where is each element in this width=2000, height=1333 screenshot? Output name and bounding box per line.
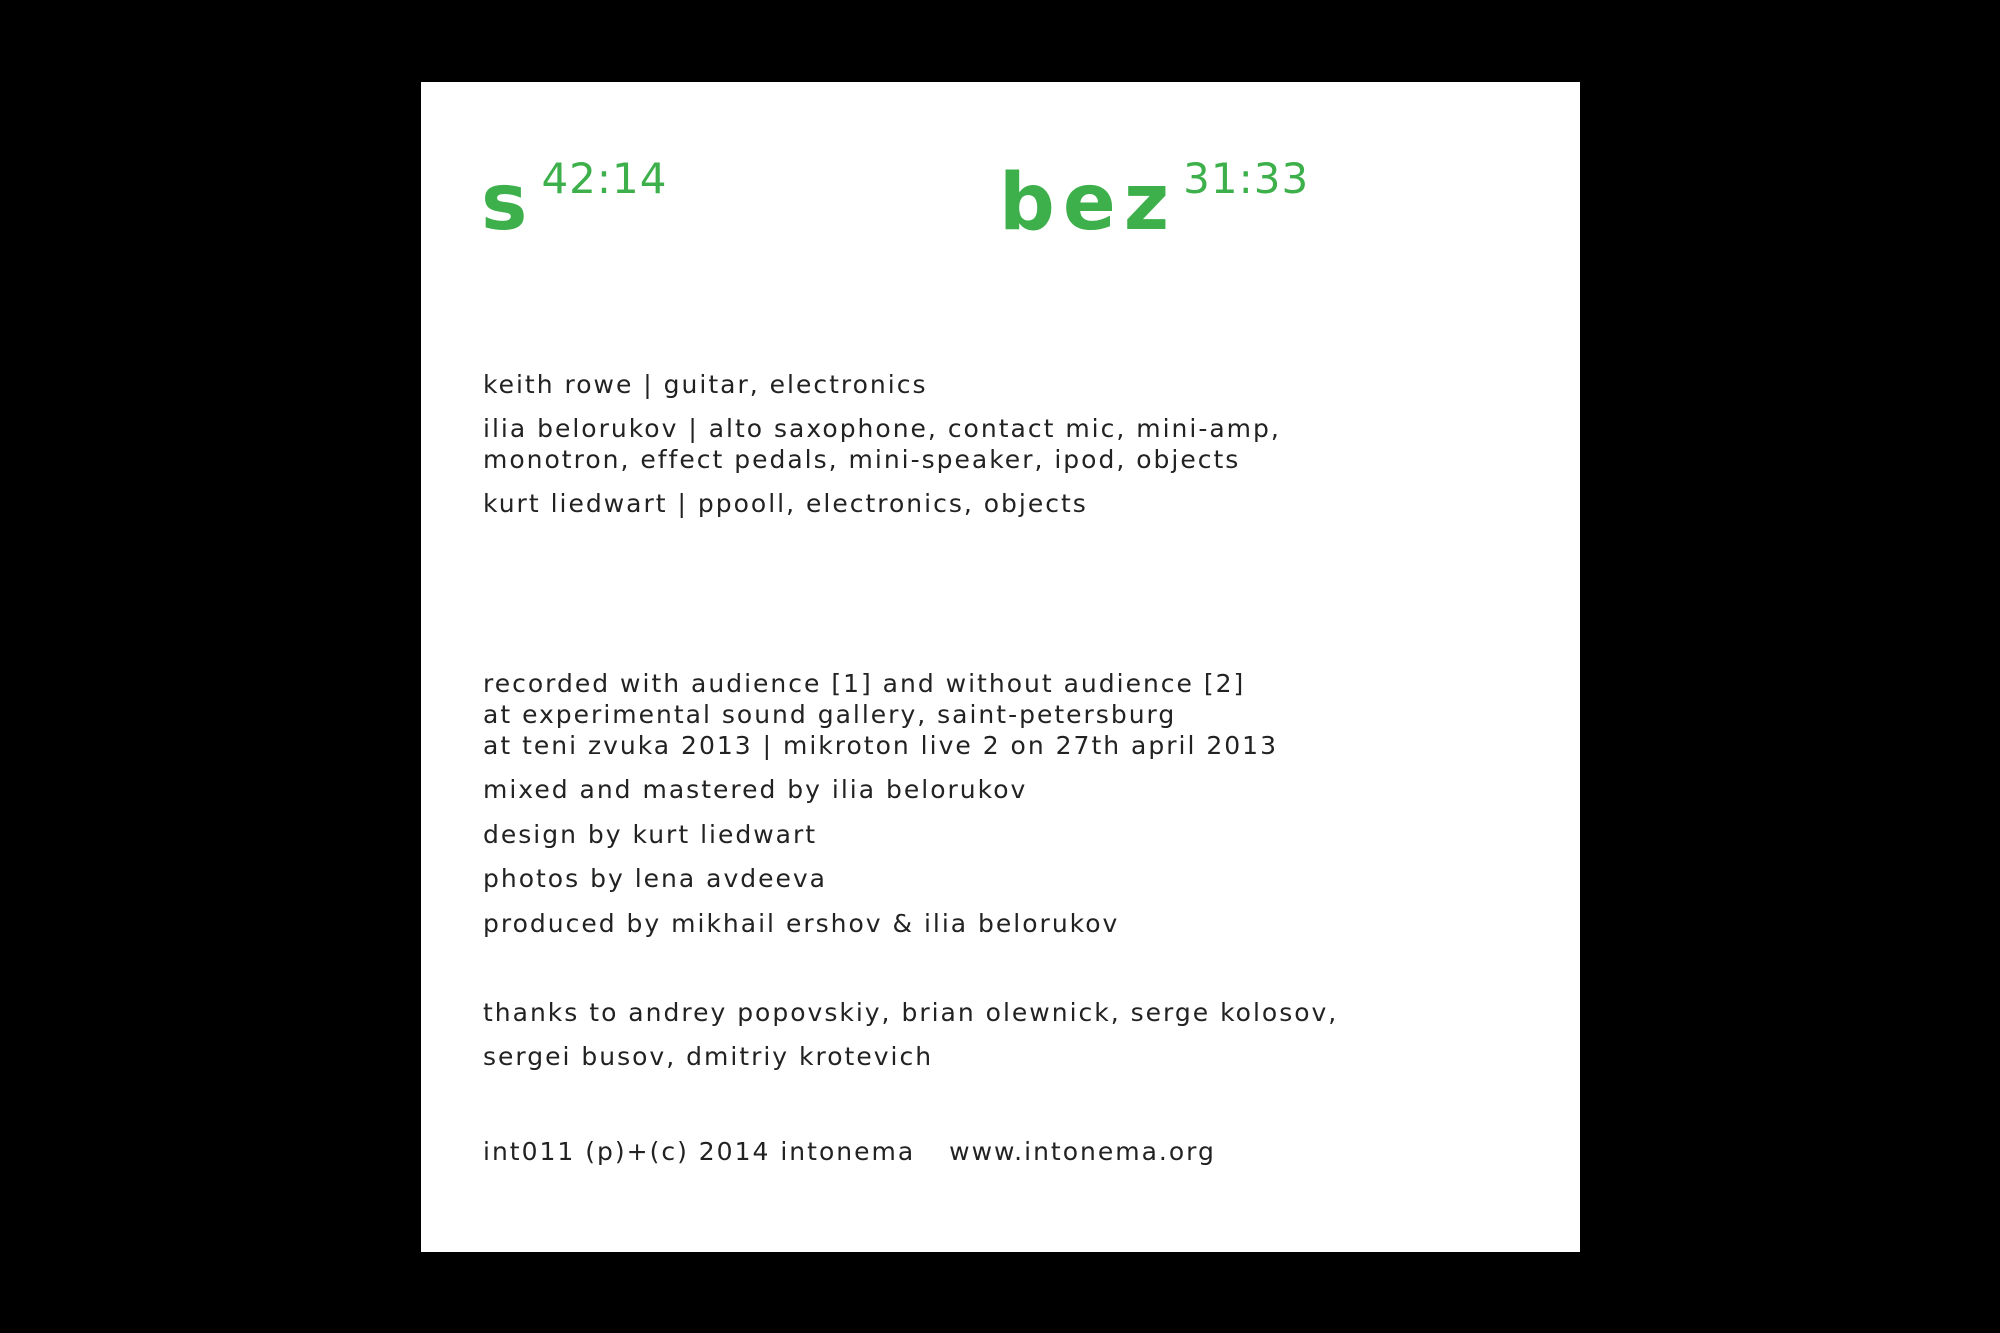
catalog-copyright: int011 (p)+(c) 2014 intonema (483, 1137, 916, 1166)
musician-line: monotron, effect pedals, mini-speaker, ipod, objects (483, 445, 1241, 474)
track-1-duration: 42:14 (541, 154, 668, 203)
website-url: www.intonema.org (949, 1137, 1216, 1166)
track-2-duration: 31:33 (1183, 154, 1310, 203)
recording-info (483, 668, 1278, 761)
track-2-title: bez (999, 158, 1178, 248)
musician-line: ilia belorukov | alto saxophone, contact mic, mini-amp, (483, 414, 1281, 443)
track-1 (481, 154, 667, 248)
track-1-title: s (481, 158, 536, 248)
musician-2 (483, 413, 1281, 475)
credit-line: photos by lena avdeeva (483, 864, 827, 893)
recording-line: recorded with audience [1] and without audience [2] (483, 669, 1246, 698)
track-2 (999, 154, 1309, 248)
credit-line: mixed and mastered by ilia belorukov (483, 775, 1028, 804)
recording-line: at teni zvuka 2013 | mikroton live 2 on 27th april 2013 (483, 731, 1278, 760)
credit-producer (483, 908, 1119, 939)
musician-1 (483, 369, 927, 400)
recording-line: at experimental sound gallery, saint-petersburg (483, 700, 1177, 729)
footer (483, 1136, 1216, 1167)
credit-design (483, 819, 817, 850)
credit-line: produced by mikhail ershov & ilia belorukov (483, 909, 1120, 938)
back-cover (421, 82, 1580, 1252)
musician-3 (483, 488, 1088, 519)
credit-line: design by kurt liedwart (483, 820, 818, 849)
credit-photos (483, 863, 827, 894)
credit-mixing (483, 774, 1027, 805)
thanks-2 (483, 1041, 933, 1072)
thanks-1 (483, 997, 1338, 1028)
musician-line: kurt liedwart | ppooll, electronics, objects (483, 489, 1088, 518)
thanks-line: thanks to andrey popovskiy, brian olewnick, serge kolosov, (483, 998, 1339, 1027)
thanks-line: sergei busov, dmitriy krotevich (483, 1042, 934, 1071)
musician-line: keith rowe | guitar, electronics (483, 370, 928, 399)
